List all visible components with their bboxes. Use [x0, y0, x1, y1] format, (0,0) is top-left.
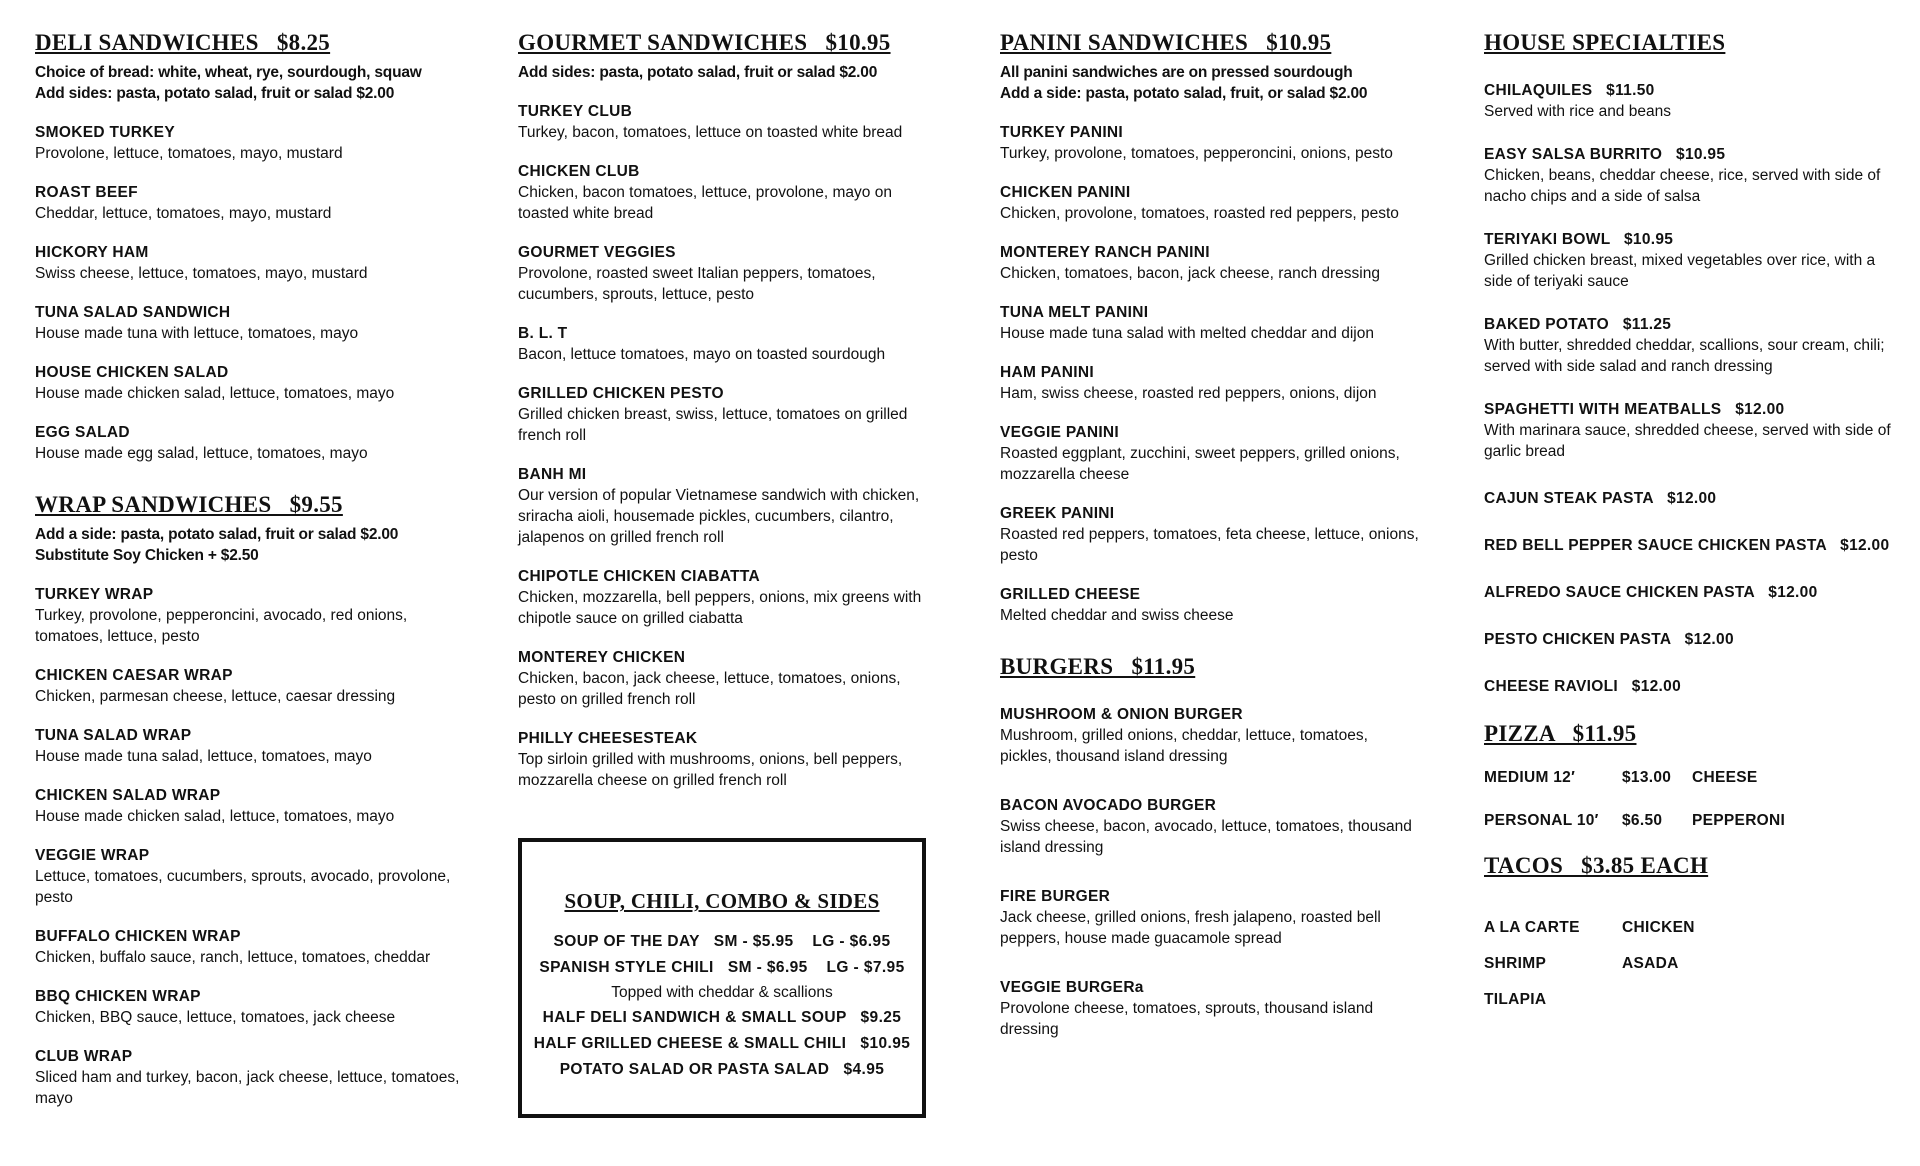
menu-item [1000, 977, 1420, 1040]
menu-item-name: VEGGIE BURGERa [1000, 978, 1144, 996]
menu-item-desc: House made chicken salad, lettuce, tomatoes, mayo [35, 384, 395, 402]
menu-item-name: CAJUN STEAK PASTA $12.00 [1484, 489, 1717, 507]
menu-item-desc: Turkey, provolone, pepperoncini, avocado, red onions, tomatoes, lettuce, pesto [35, 606, 408, 645]
menu-item-name: HICKORY HAM [35, 243, 149, 261]
menu-item-name: TERIYAKI BOWL $10.95 [1484, 230, 1674, 248]
pizza-section [1484, 719, 1904, 831]
menu-item-name: GOURMET VEGGIES [518, 243, 676, 261]
menu-item-name: CHICKEN PANINI [1000, 183, 1131, 201]
deli-note: Add sides: pasta, potato salad, fruit or salad $2.00 [35, 84, 395, 102]
menu-item-desc: Chicken, BBQ sauce, lettuce, tomatoes, jack cheese [35, 1008, 396, 1026]
menu-item-desc: House made egg salad, lettuce, tomatoes, mayo [35, 444, 368, 462]
menu-item-name: RED BELL PEPPER SAUCE CHICKEN PASTA $12.00 [1484, 536, 1890, 554]
pizza-row [1484, 767, 1904, 788]
soup-line: HALF DELI SANDWICH & SMALL SOUP $9.25 [542, 1009, 902, 1027]
menu-item [1000, 795, 1420, 858]
tacos-cell: ASADA [1622, 954, 1679, 972]
menu-item-name: BUFFALO CHICKEN WRAP [35, 927, 241, 945]
pizza-title: PIZZA $11.95 [1484, 720, 1637, 746]
wrap-section [35, 490, 475, 1109]
menu-item-name: BANH MI [518, 465, 587, 483]
menu-item-name: VEGGIE WRAP [35, 846, 150, 864]
pizza-size: PERSONAL 10′ [1484, 811, 1599, 829]
gourmet-note: Add sides: pasta, potato salad, fruit or salad $2.00 [518, 63, 878, 81]
menu-item-name: SPAGHETTI WITH MEATBALLS $12.00 [1484, 400, 1785, 418]
burgers-title: BURGERS $11.95 [1000, 653, 1196, 679]
pizza-size: MEDIUM 12′ [1484, 768, 1576, 786]
menu-item-name: ALFREDO SAUCE CHICKEN PASTA $12.00 [1484, 583, 1818, 601]
menu-item-desc: Our version of popular Vietnamese sandwich with chicken, sriracha aioli, housemade pickles, cucumbers, cilantro, jalapenos on grilled french roll [518, 486, 920, 546]
menu-item-name: TUNA SALAD SANDWICH [35, 303, 231, 321]
gourmet-title: GOURMET SANDWICHES $10.95 [518, 30, 891, 55]
menu-item [1000, 584, 1420, 626]
menu-item-desc: Roasted red peppers, tomatoes, feta cheese, lettuce, onions, pesto [1000, 525, 1419, 564]
menu-item-name: PHILLY CHEESESTEAK [518, 729, 698, 747]
soup-title: SOUP, CHILI, COMBO & SIDES [564, 889, 880, 913]
menu-item-name: TURKEY WRAP [35, 585, 154, 603]
menu-item [1000, 122, 1420, 164]
pizza-topping: PEPPERONI [1692, 811, 1786, 829]
menu-item-desc: Chicken, bacon tomatoes, lettuce, provolone, mayo on toasted white bread [518, 183, 892, 222]
house-title: HOUSE SPECIALTIES [1484, 30, 1726, 55]
menu-item-desc: Mushroom, grilled onions, cheddar, lettuce, tomatoes, pickles, thousand island dressing [1000, 726, 1368, 765]
menu-item [1000, 704, 1420, 767]
menu-item [35, 785, 475, 827]
menu-item-name: B. L. T [518, 324, 568, 342]
menu-item-name: GRILLED CHEESE [1000, 585, 1141, 603]
tacos-row [1484, 917, 1904, 938]
tacos-row [1484, 953, 1904, 974]
tacos-section [1484, 851, 1904, 1010]
menu-item-desc: With marinara sauce, shredded cheese, served with side of garlic bread [1484, 421, 1891, 460]
menu-item-desc: Top sirloin grilled with mushrooms, onions, bell peppers, mozzarella cheese on grilled french roll [518, 750, 903, 789]
menu-item [35, 1046, 475, 1109]
menu-item [518, 383, 938, 446]
menu-item-name: BACON AVOCADO BURGER [1000, 796, 1217, 814]
tacos-cell: A LA CARTE [1484, 918, 1580, 936]
menu-item [1484, 144, 1904, 207]
menu-item-name: PESTO CHICKEN PASTA $12.00 [1484, 630, 1734, 648]
wrap-title: WRAP SANDWICHES $9.55 [35, 491, 343, 517]
soup-lines [522, 929, 922, 1083]
tacos-grid [1484, 917, 1904, 1010]
column-panini-burgers [1000, 28, 1420, 1040]
house-items [1484, 80, 1904, 697]
menu-item-desc: Served with rice and beans [1484, 102, 1671, 120]
menu-item [518, 566, 938, 629]
burgers-section [1000, 652, 1420, 1040]
menu-item-desc: Grilled chicken breast, swiss, lettuce, tomatoes on grilled french roll [518, 405, 908, 444]
menu-item-desc: Roasted eggplant, zucchini, sweet peppers, grilled onions, mozzarella cheese [1000, 444, 1400, 483]
menu-item-name: MONTEREY CHICKEN [518, 648, 686, 666]
menu-item-desc: Cheddar, lettuce, tomatoes, mayo, mustard [35, 204, 332, 222]
menu-item [518, 242, 938, 305]
menu-item [518, 464, 938, 548]
tacos-title: TACOS $3.85 EACH [1484, 852, 1709, 878]
menu-item [1000, 503, 1420, 566]
soup-note: Topped with cheddar & scallions [611, 984, 833, 1002]
menu-item [518, 728, 938, 791]
deli-note: Choice of bread: white, wheat, rye, sourdough, squaw [35, 63, 422, 81]
menu-item [35, 242, 475, 284]
menu-item-name: CLUB WRAP [35, 1047, 133, 1065]
menu-item-desc: Chicken, mozzarella, bell peppers, onions, mix greens with chipotle sauce on grilled ciabatta [518, 588, 922, 627]
menu-item-desc: House made tuna salad with melted cheddar and dijon [1000, 324, 1374, 342]
menu-item-desc: House made chicken salad, lettuce, tomatoes, mayo [35, 807, 395, 825]
menu-item [1000, 362, 1420, 404]
menu-item-name: MONTEREY RANCH PANINI [1000, 243, 1210, 261]
menu-item [1484, 629, 1904, 650]
menu-item [1484, 229, 1904, 292]
tacos-cell: CHICKEN [1622, 918, 1695, 936]
gourmet-items [518, 101, 938, 791]
menu-item [1000, 182, 1420, 224]
menu-item-desc: Provolone, lettuce, tomatoes, mayo, mustard [35, 144, 343, 162]
pizza-price: $6.50 [1622, 811, 1663, 829]
pizza-row [1484, 810, 1904, 831]
menu-item [1000, 886, 1420, 949]
menu-item-name: TURKEY CLUB [518, 102, 633, 120]
menu-item-name: SMOKED TURKEY [35, 123, 175, 141]
menu-item [1484, 80, 1904, 122]
wrap-note: Add a side: pasta, potato salad, fruit or salad $2.00 [35, 525, 399, 543]
menu-item-name: FIRE BURGER [1000, 887, 1111, 905]
menu-item [518, 161, 938, 224]
menu-item [35, 725, 475, 767]
pizza-topping: CHEESE [1692, 768, 1758, 786]
tacos-row [1484, 989, 1904, 1010]
menu-item [35, 986, 475, 1028]
menu-item-desc: Provolone cheese, tomatoes, sprouts, thousand island dressing [1000, 999, 1374, 1038]
menu-item-desc: Chicken, parmesan cheese, lettuce, caesar dressing [35, 687, 396, 705]
deli-items [35, 122, 475, 464]
menu-item-name: MUSHROOM & ONION BURGER [1000, 705, 1243, 723]
menu-item-name: VEGGIE PANINI [1000, 423, 1120, 441]
menu-item-desc: Provolone, roasted sweet Italian peppers, tomatoes, cucumbers, sprouts, lettuce, pesto [518, 264, 876, 303]
menu-item-desc: Chicken, beans, cheddar cheese, rice, served with side of nacho chips and a side of salsa [1484, 166, 1881, 205]
menu-item-name: CHICKEN SALAD WRAP [35, 786, 221, 804]
menu-item [35, 926, 475, 968]
menu-item [1484, 488, 1904, 509]
menu-item-desc: Turkey, bacon, tomatoes, lettuce on toasted white bread [518, 123, 903, 141]
soup-line: HALF GRILLED CHEESE & SMALL CHILI $10.95 [533, 1035, 911, 1053]
menu-item [35, 845, 475, 908]
menu-item-name: CHICKEN CAESAR WRAP [35, 666, 233, 684]
menu-item-desc: With butter, shredded cheddar, scallions, sour cream, chili; served with side salad and ranch dressing [1484, 336, 1885, 375]
panini-note: All panini sandwiches are on pressed sourdough [1000, 63, 1353, 81]
menu-item [518, 647, 938, 710]
panini-section [1000, 28, 1420, 626]
soup-line: SPANISH STYLE CHILI SM - $6.95 LG - $7.95 [539, 959, 905, 977]
menu-item-name: CHICKEN CLUB [518, 162, 640, 180]
pizza-price: $13.00 [1622, 768, 1672, 786]
panini-title: PANINI SANDWICHES $10.95 [1000, 30, 1332, 55]
menu-item-name: BBQ CHICKEN WRAP [35, 987, 201, 1005]
menu-item [1000, 422, 1420, 485]
menu-item-desc: House made tuna with lettuce, tomatoes, mayo [35, 324, 359, 342]
menu-item [35, 665, 475, 707]
menu-item-name: TURKEY PANINI [1000, 123, 1124, 141]
menu-item-desc: Bacon, lettuce tomatoes, mayo on toasted sourdough [518, 345, 886, 363]
menu-item-desc: Swiss cheese, lettuce, tomatoes, mayo, mustard [35, 264, 368, 282]
menu-item [35, 182, 475, 224]
menu-item [518, 323, 938, 365]
menu-item-name: HAM PANINI [1000, 363, 1094, 381]
menu-item-name: CHIPOTLE CHICKEN CIABATTA [518, 567, 760, 585]
panini-items [1000, 122, 1420, 626]
menu-item-desc: Swiss cheese, bacon, avocado, lettuce, tomatoes, thousand island dressing [1000, 817, 1412, 856]
menu-item [35, 584, 475, 647]
menu-item-desc: Grilled chicken breast, mixed vegetables over rice, with a side of teriyaki sauce [1484, 251, 1876, 290]
soup-line: SOUP OF THE DAY SM - $5.95 LG - $6.95 [553, 933, 891, 951]
menu-item [1484, 676, 1904, 697]
deli-title: DELI SANDWICHES $8.25 [35, 30, 331, 55]
menu-item [35, 422, 475, 464]
column-deli-wrap [35, 28, 475, 1109]
menu-item [1484, 314, 1904, 377]
wrap-note: Substitute Soy Chicken + $2.50 [35, 546, 259, 564]
menu-item-desc: Sliced ham and turkey, bacon, jack cheese, lettuce, tomatoes, mayo [35, 1068, 460, 1107]
tacos-cell: TILAPIA [1484, 990, 1547, 1008]
menu-item-desc: Chicken, buffalo sauce, ranch, lettuce, tomatoes, cheddar [35, 948, 431, 966]
house-section [1484, 28, 1904, 697]
menu-item-desc: Chicken, tomatoes, bacon, jack cheese, ranch dressing [1000, 264, 1380, 282]
menu-item-name: GRILLED CHICKEN PESTO [518, 384, 724, 402]
menu-item [35, 302, 475, 344]
menu-item-name: TUNA SALAD WRAP [35, 726, 192, 744]
menu-item [35, 122, 475, 164]
tacos-cell: SHRIMP [1484, 954, 1547, 972]
menu-item-name: CHEESE RAVIOLI $12.00 [1484, 677, 1681, 695]
menu-item-desc: Ham, swiss cheese, roasted red peppers, onions, dijon [1000, 384, 1377, 402]
menu-item-desc: Jack cheese, grilled onions, fresh jalapeno, roasted bell peppers, house made guacamole spread [1000, 908, 1381, 947]
menu-item-desc: Chicken, bacon, jack cheese, lettuce, tomatoes, onions, pesto on grilled french roll [518, 669, 901, 708]
soup-line: POTATO SALAD OR PASTA SALAD $4.95 [559, 1061, 885, 1079]
menu-item-desc: Lettuce, tomatoes, cucumbers, sprouts, avocado, provolone, pesto [35, 867, 451, 906]
menu-item-name: EASY SALSA BURRITO $10.95 [1484, 145, 1726, 163]
menu-item [518, 101, 938, 143]
tacos-cell [1622, 989, 1760, 1010]
gourmet-section [518, 28, 938, 791]
menu-item-name: TUNA MELT PANINI [1000, 303, 1149, 321]
menu-item [1484, 582, 1904, 603]
menu-item-name: CHILAQUILES $11.50 [1484, 81, 1655, 99]
menu-item-desc: Chicken, provolone, tomatoes, roasted red peppers, pesto [1000, 204, 1399, 222]
menu-item [1484, 399, 1904, 462]
menu-item-name: ROAST BEEF [35, 183, 138, 201]
menu-item [35, 362, 475, 404]
column-gourmet [518, 28, 938, 791]
menu-item-name: EGG SALAD [35, 423, 130, 441]
menu-item-desc: House made tuna salad, lettuce, tomatoes, mayo [35, 747, 372, 765]
panini-note: Add a side: pasta, potato salad, fruit, or salad $2.00 [1000, 84, 1368, 102]
menu-item [1000, 302, 1420, 344]
menu-item-name: BAKED POTATO $11.25 [1484, 315, 1672, 333]
menu-item-name: HOUSE CHICKEN SALAD [35, 363, 229, 381]
column-house [1484, 28, 1904, 1025]
wrap-items [35, 584, 475, 1109]
menu-item-desc: Melted cheddar and swiss cheese [1000, 606, 1234, 624]
deli-section [35, 28, 475, 464]
soup-box [518, 838, 926, 1118]
menu-item [1000, 242, 1420, 284]
menu-item-name: GREEK PANINI [1000, 504, 1115, 522]
menu-item-desc: Turkey, provolone, tomatoes, pepperoncini, onions, pesto [1000, 144, 1393, 162]
burgers-items [1000, 704, 1420, 1040]
menu-item [1484, 535, 1904, 556]
